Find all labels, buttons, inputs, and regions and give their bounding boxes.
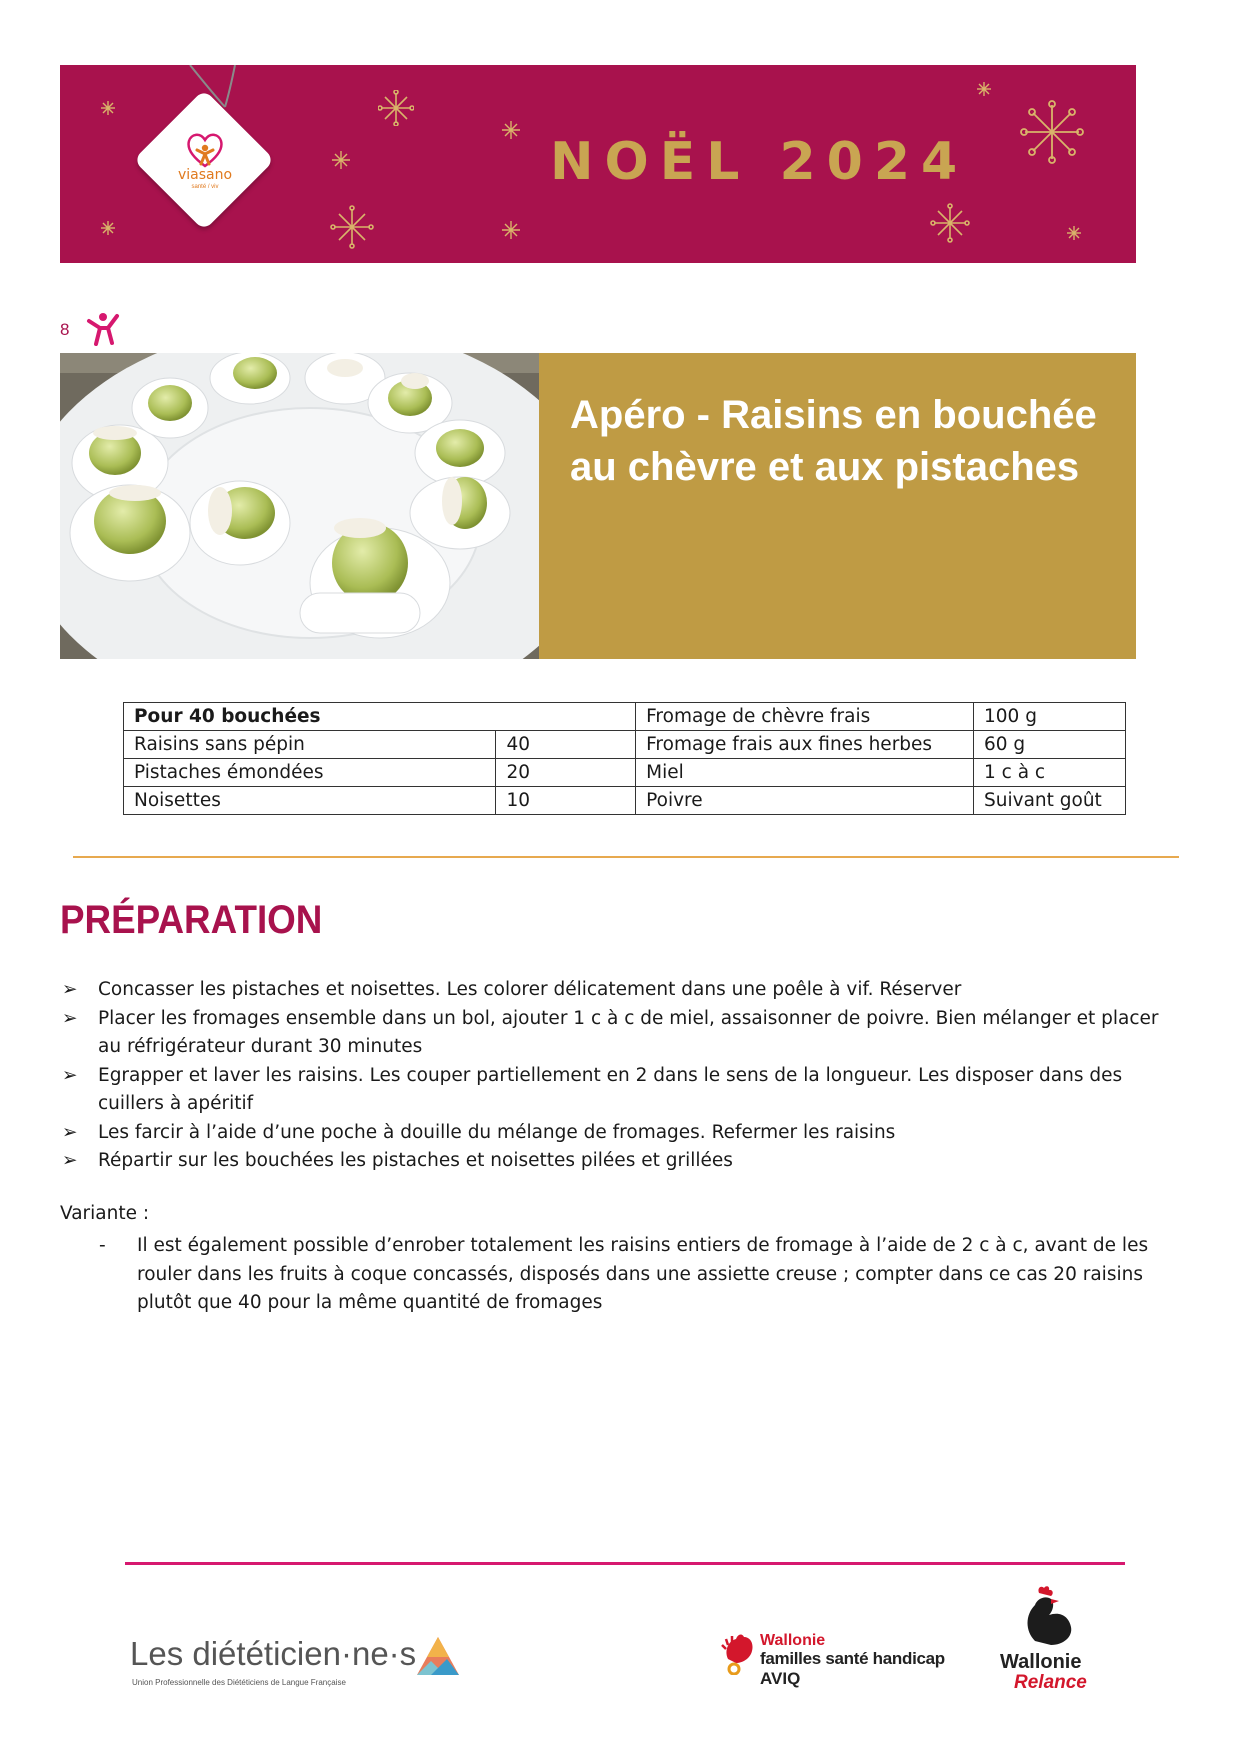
ingredient-name: Noisettes: [124, 787, 496, 815]
recipe-title-line2: au chèvre et aux pistaches: [570, 445, 1080, 489]
step-text: Egrapper et laver les raisins. Les couper partiellement en 2 dans le sens de la longueur. Les disposer dans des cuillers à apéritif: [98, 1064, 1123, 1114]
aviq-line2: familles santé handicap: [760, 1649, 945, 1668]
recipe-title: [570, 389, 1120, 493]
list-item: [60, 1119, 1180, 1148]
dieteticiens-logo: [130, 1635, 470, 1695]
table-row: [124, 703, 1126, 731]
dieteticiens-title: Les diététicien·ne·s: [130, 1635, 417, 1672]
step-text: Placer les fromages ensemble dans un bol, ajouter 1 c à c de miel, assaisonner de poivre. Bien mélanger et placer au réfrigérateur durant 30 minutes: [98, 1007, 1159, 1057]
wallonie-relance-logo: [995, 1585, 1115, 1695]
snowflake-icon: [378, 90, 414, 126]
snowflake-icon: [1020, 100, 1084, 164]
recipe-title-box: [539, 353, 1136, 659]
viasano-logo: [150, 112, 260, 208]
ingredient-qty: 60 g: [974, 731, 1126, 759]
variant-text: Il est également possible d’enrober totalement les raisins entiers de fromage à l’aide de 2 c à c, avant de les rouler dans les fruits à coque concassés, disposés dans une assiette creuse ; compter dans ce cas 20 raisins plutôt que 40 pour la même quantité de fromages: [137, 1235, 1149, 1313]
preparation-title: PRÉPARATION: [60, 898, 323, 942]
dash-bullet: -: [99, 1235, 106, 1256]
preparation-steps: [60, 976, 1180, 1176]
ingredient-qty: 40: [496, 731, 636, 759]
variant-item: [99, 1232, 1197, 1318]
snowflake-icon: [100, 100, 116, 116]
snowflake-icon: [930, 203, 970, 243]
ingredient-name: Miel: [636, 759, 974, 787]
snowflake-icon: [100, 220, 116, 236]
snowflake-icon: [330, 149, 352, 171]
step-text: Concasser les pistaches et noisettes. Les colorer délicatement dans une poêle à vif. Réserver: [98, 979, 962, 1000]
ingredient-qty: 20: [496, 759, 636, 787]
rooster-icon: [720, 1631, 758, 1675]
banner-title: NOËL 2024: [550, 132, 969, 192]
dieteticiens-subtitle: Union Professionnelle des Diététiciens de Langue Française: [132, 1678, 346, 1687]
relance-title: Relance: [1014, 1672, 1087, 1693]
page-number: 8: [60, 320, 70, 339]
ingredient-qty: 100 g: [974, 703, 1126, 731]
ingredient-name: Pistaches émondées: [124, 759, 496, 787]
mountain-icon: [415, 1635, 461, 1679]
list-item: [60, 1147, 1180, 1176]
table-row: [124, 731, 1126, 759]
ingredient-name: Fromage frais aux fines herbes: [636, 731, 974, 759]
arrow-bullet-icon: ➢: [62, 1064, 78, 1086]
wallonie-title: Wallonie: [1000, 1651, 1082, 1673]
recipe-title-line1: Apéro - Raisins en bouchée: [570, 393, 1097, 437]
variant-label: Variante :: [60, 1203, 150, 1224]
aviq-line1: Wallonie: [760, 1632, 826, 1649]
ingredient-name: Fromage de chèvre frais: [636, 703, 974, 731]
ingredient-qty: Suivant goût: [974, 787, 1126, 815]
list-item: [60, 1005, 1180, 1062]
footer-divider: [125, 1562, 1125, 1565]
table-row: [124, 787, 1126, 815]
snowflake-icon: [500, 119, 522, 141]
tag-sub: santé / viv: [191, 184, 219, 190]
section-divider: [73, 856, 1179, 858]
snowflake-icon: [330, 205, 374, 249]
aviq-line3: AVIQ: [760, 1669, 801, 1688]
arrow-bullet-icon: ➢: [62, 1007, 78, 1029]
snowflake-icon: [1066, 225, 1082, 241]
ingredient-qty: 1 c à c: [974, 759, 1126, 787]
snowflake-icon: [975, 80, 993, 98]
snowflake-icon: [500, 219, 522, 241]
servings-header: Pour 40 bouchées: [124, 703, 636, 731]
arrow-bullet-icon: ➢: [62, 979, 78, 1000]
list-item: [60, 976, 1180, 1005]
ingredient-name: Raisins sans pépin: [124, 731, 496, 759]
step-text: Répartir sur les bouchées les pistaches et noisettes pilées et grillées: [98, 1150, 733, 1171]
tag-brand: viasano: [177, 167, 233, 183]
aviq-logo: [720, 1631, 970, 1693]
ingredient-qty: 10: [496, 787, 636, 815]
ingredients-table: [123, 702, 1126, 815]
person-icon: [86, 311, 120, 347]
list-item: [60, 1062, 1180, 1119]
step-text: Les farcir à l’aide d’une poche à douille du mélange de fromages. Refermer les raisins: [98, 1121, 896, 1143]
rooster-icon: [1017, 1585, 1077, 1649]
recipe-photo: [60, 353, 539, 659]
heart-person-icon: [185, 128, 225, 170]
arrow-bullet-icon: ➢: [62, 1150, 78, 1171]
ingredient-name: Poivre: [636, 787, 974, 815]
table-row: [124, 759, 1126, 787]
arrow-bullet-icon: ➢: [62, 1121, 78, 1143]
